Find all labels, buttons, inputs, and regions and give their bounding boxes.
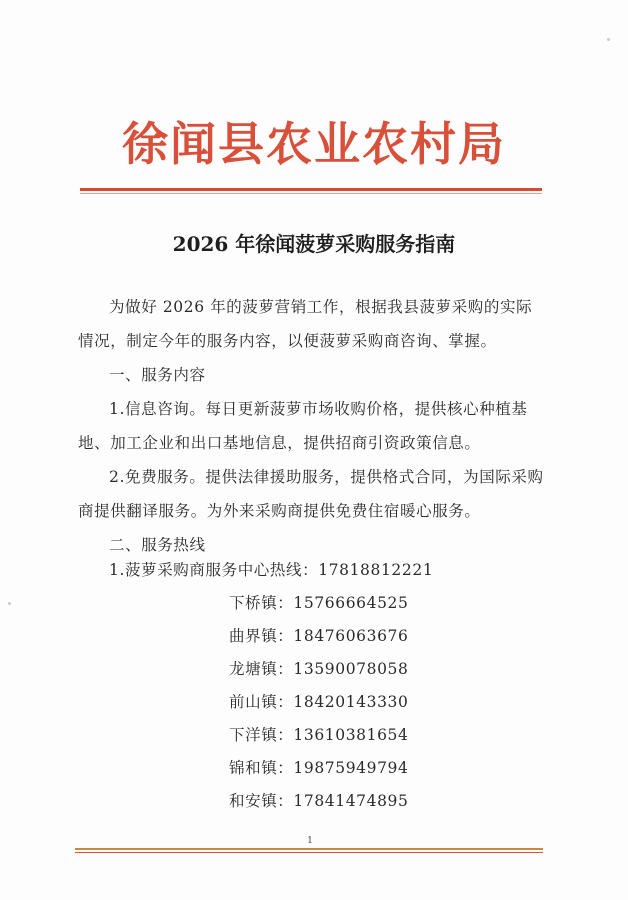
page-number: 1 <box>307 836 313 846</box>
scan-speck <box>607 38 610 41</box>
town-phone: 19875949794 <box>293 759 409 777</box>
town-hotline-row <box>229 624 408 646</box>
footer-rule-thin <box>75 852 543 853</box>
main-hotline-number: 17818812221 <box>318 561 434 579</box>
section-heading-services: 一、服务内容 <box>109 366 206 384</box>
town-hotline-row <box>229 756 408 778</box>
town-name: 曲界镇： <box>229 627 294 645</box>
scan-speck <box>8 602 11 605</box>
intro-paragraph: 为做好 2026 年的菠萝营销工作，根据我县菠萝采购的实际情况，制定今年的服务内容，以便菠萝采购商咨询、掌握。 <box>78 298 533 350</box>
town-phone: 15766664525 <box>293 594 409 612</box>
service-item-info: 1.信息咨询。每日更新菠萝市场收购价格，提供核心种植基地、加工企业和出口基地信息，提供招商引资政策信息。 <box>78 400 528 452</box>
letterhead-rule-thin <box>80 193 542 194</box>
town-name: 龙塘镇： <box>229 660 294 678</box>
town-phone: 17841474895 <box>293 792 409 810</box>
town-phone: 18420143330 <box>293 693 409 711</box>
footer-rule <box>75 848 543 850</box>
main-hotline-label: 1.菠萝采购商服务中心热线： <box>109 561 319 579</box>
service-item-free: 2.免费服务。提供法律援助服务，提供格式合同，为国际采购商提供翻译服务。为外来采购商提供免费住宿暖心服务。 <box>78 468 544 520</box>
town-hotline-row <box>229 591 408 613</box>
town-phone: 18476063676 <box>293 627 409 645</box>
town-name: 下桥镇： <box>229 594 294 612</box>
letterhead-rule <box>80 188 542 191</box>
town-name: 下洋镇： <box>229 726 294 744</box>
town-name: 前山镇： <box>229 693 294 711</box>
town-hotline-row <box>229 657 408 679</box>
section-heading-hotline: 二、服务热线 <box>109 536 206 554</box>
org-letterhead: 徐闻县农业农村局 <box>122 117 506 171</box>
document-body <box>78 290 548 562</box>
town-hotline-row <box>229 723 408 745</box>
town-name: 和安镇： <box>229 792 294 810</box>
town-name: 锦和镇： <box>229 759 294 777</box>
town-phone: 13610381654 <box>293 726 409 744</box>
document-title: 2026 年徐闻菠萝采购服务指南 <box>172 232 456 256</box>
town-hotline-row <box>229 690 408 712</box>
town-hotline-row <box>229 789 408 811</box>
town-phone: 13590078058 <box>293 660 409 678</box>
main-hotline <box>109 558 433 580</box>
